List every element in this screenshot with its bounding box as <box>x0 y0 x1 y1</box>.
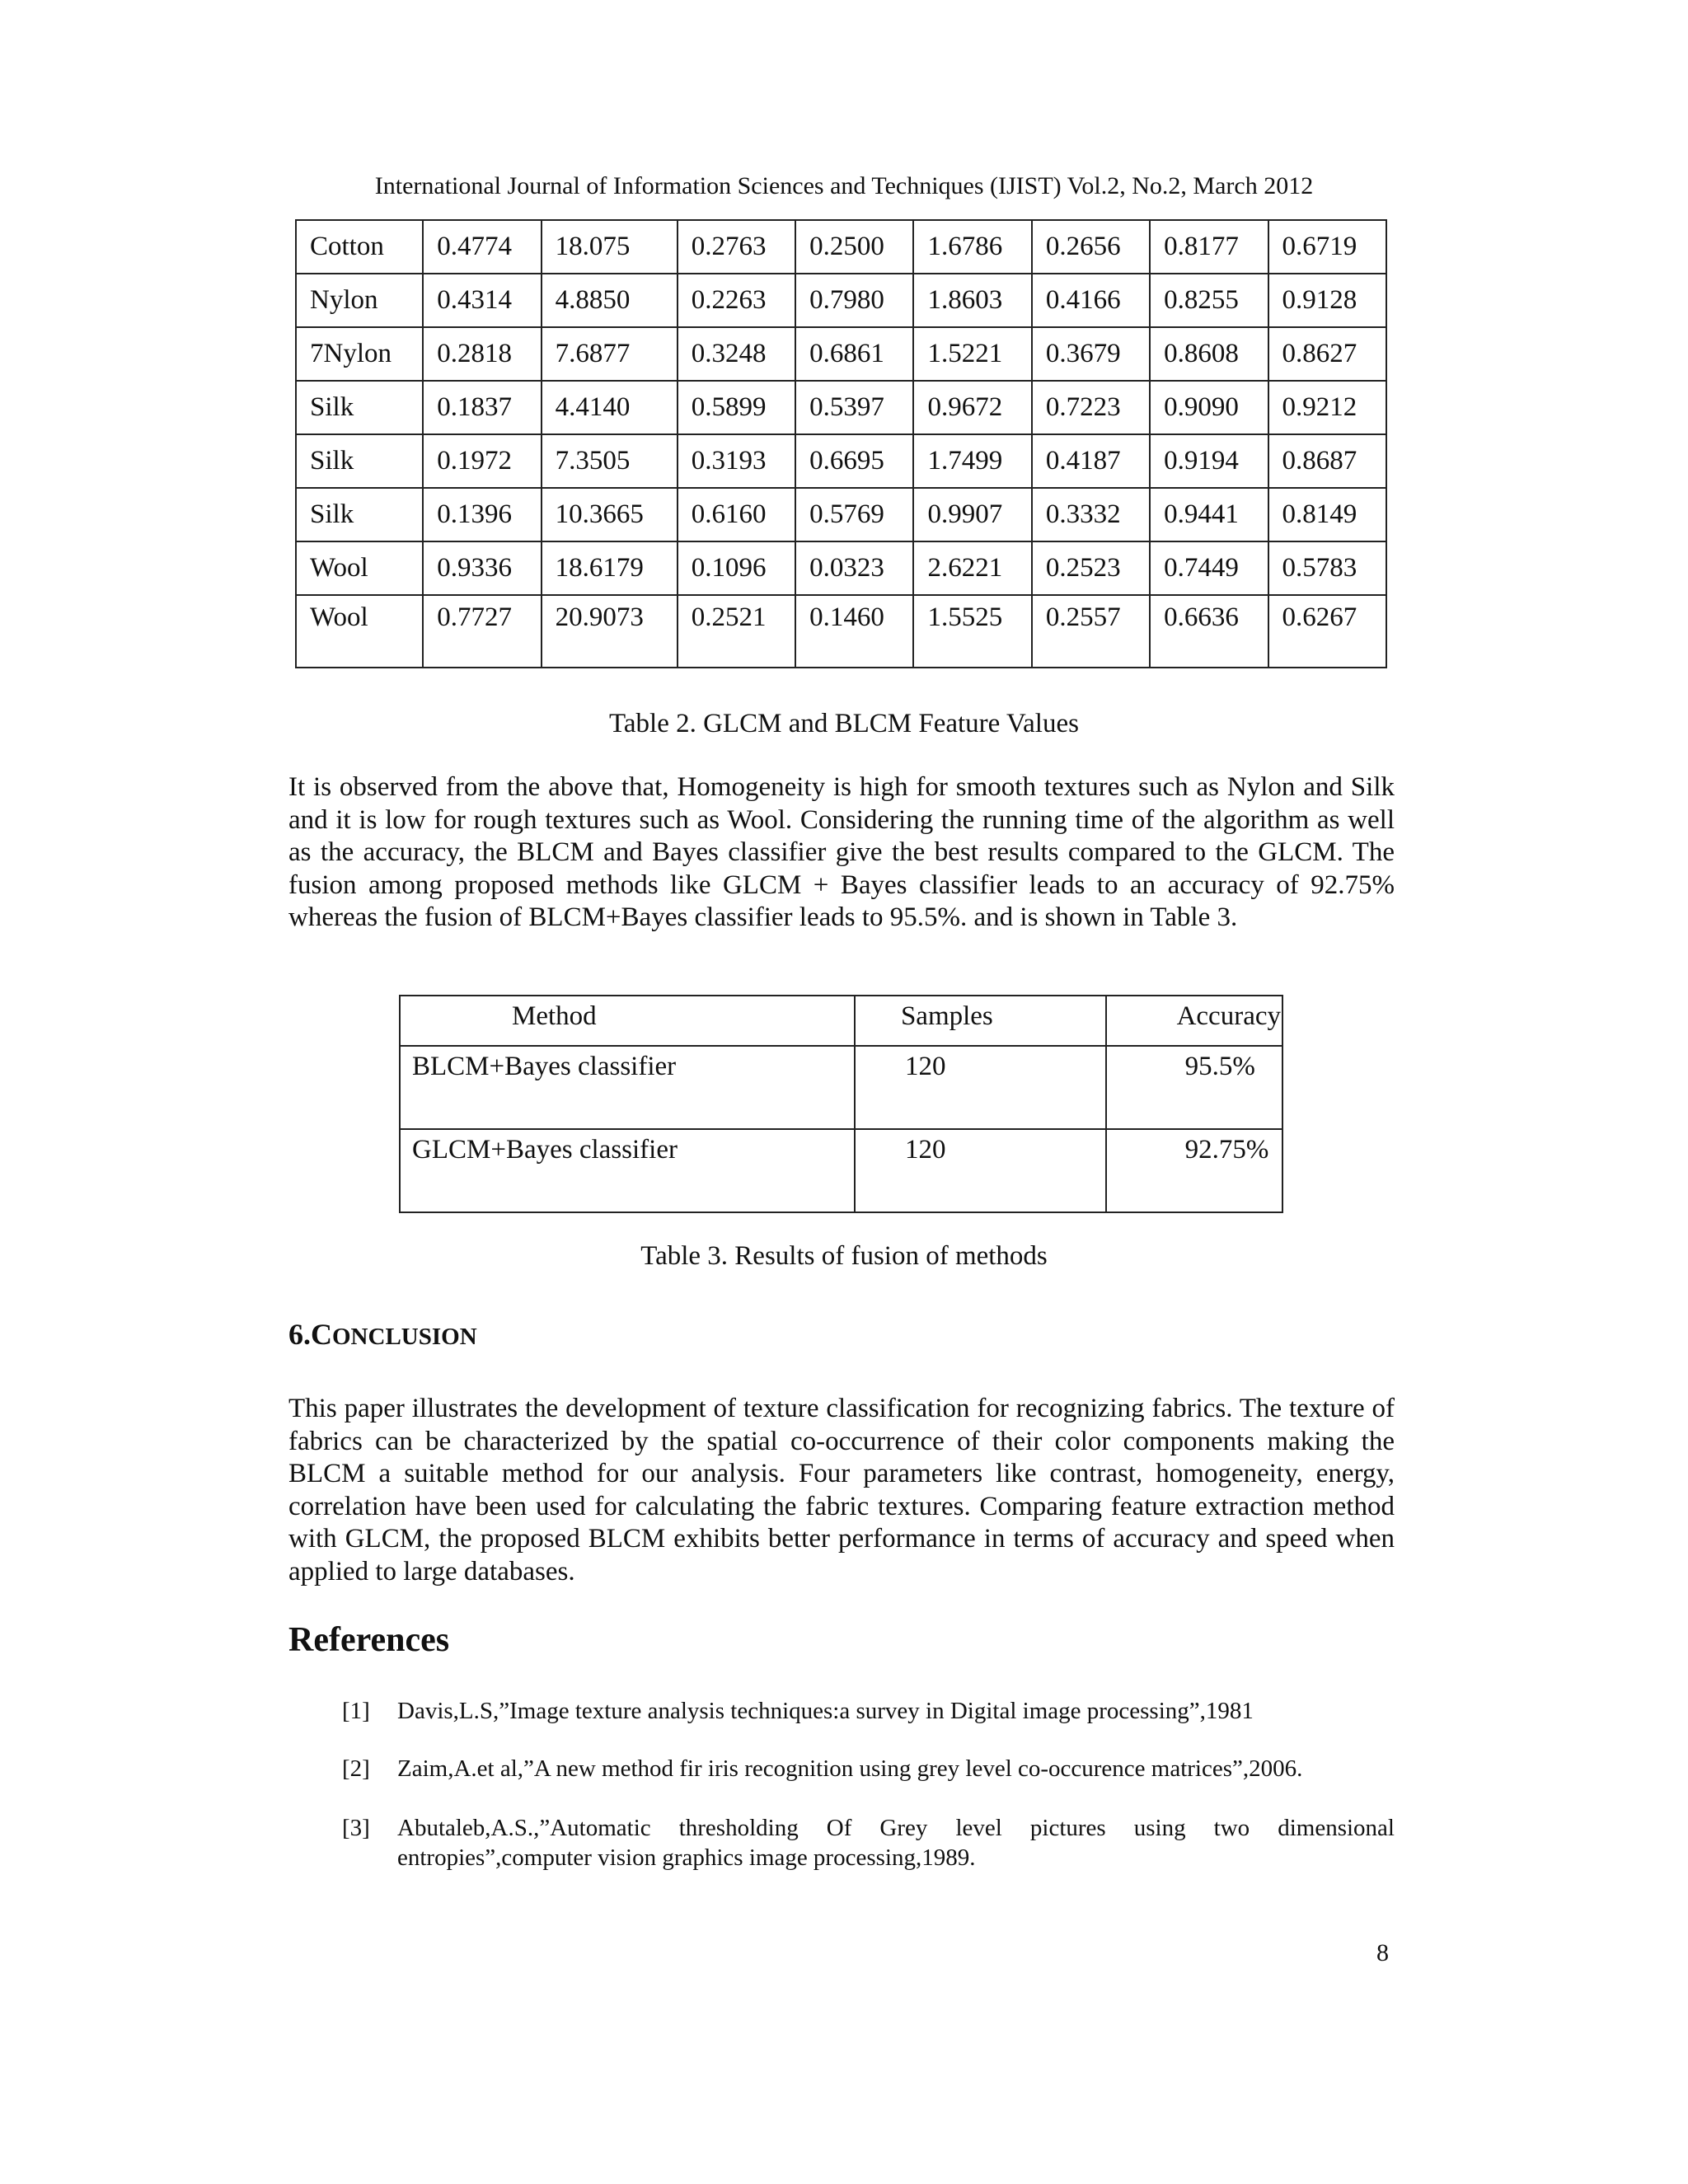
table-cell: 0.3332 <box>1032 488 1150 541</box>
table-cell: 1.8603 <box>913 274 1031 327</box>
reference-number: [2] <box>342 1755 370 1782</box>
table-2-caption: Table 2. GLCM and BLCM Feature Values <box>609 709 1079 738</box>
table-cell: 4.4140 <box>542 381 678 434</box>
table-row <box>296 381 1386 434</box>
reference-text: Davis,L.S,”Image texture analysis techniques:a survey in Digital image processing”,1981 <box>397 1698 1254 1724</box>
fusion-results-table <box>399 995 1283 1213</box>
column-header-method: Method <box>400 996 855 1046</box>
table-cell: 0.7727 <box>423 595 541 668</box>
table-3-caption: Table 3. Results of fusion of methods <box>640 1241 1048 1271</box>
table-cell: 0.5783 <box>1268 541 1386 595</box>
table-cell: 0.5769 <box>795 488 913 541</box>
table-cell: Wool <box>296 541 423 595</box>
table-cell: 0.7449 <box>1150 541 1268 595</box>
table-cell: 0.4187 <box>1032 434 1150 488</box>
table-cell: 0.9090 <box>1150 381 1268 434</box>
table-cell: 0.3193 <box>678 434 795 488</box>
table-cell: 0.4166 <box>1032 274 1150 327</box>
table-cell: 120 <box>855 1046 1106 1129</box>
conclusion-paragraph: This paper illustrates the development of texture classification for recognizing fabrics. The texture of fabrics can be characterized by the spatial co-occurrence of their color components making the BLCM a suitable method for our analysis. Four parameters like contrast, homogeneity, energy, correlation have been used for calculating the fabric textures. Comparing feature extraction method with GLCM, the proposed BLCM exhibits better performance in terms of accuracy and speed when applied to large databases. <box>288 1394 1395 1586</box>
table-cell: 7.6877 <box>542 327 678 381</box>
table-cell: 0.7980 <box>795 274 913 327</box>
table-row <box>296 220 1386 274</box>
column-header-samples: Samples <box>855 996 1106 1046</box>
table-cell: 0.8177 <box>1150 220 1268 274</box>
table-row <box>400 1129 1282 1212</box>
results-paragraph: It is observed from the above that, Homogeneity is high for smooth textures such as Nylon and Silk and it is low for rough textures such as Wool. Considering the running time of the algorithm as well as the accuracy, the BLCM and Bayes classifier give the best results compared to the GLCM. The fusion among proposed methods like GLCM + Bayes classifier leads to an accuracy of 92.75% whereas the fusion of BLCM+Bayes classifier leads to 95.5%. and is shown in Table 3. <box>288 772 1395 932</box>
table-header-row <box>400 996 1282 1046</box>
table-cell: 0.8687 <box>1268 434 1386 488</box>
table-row <box>296 274 1386 327</box>
conclusion-heading-prefix: 6.C <box>288 1318 332 1351</box>
table-cell: 0.7223 <box>1032 381 1150 434</box>
table-cell: Silk <box>296 488 423 541</box>
table-row <box>296 488 1386 541</box>
table-cell: 18.6179 <box>542 541 678 595</box>
table-cell: 0.9336 <box>423 541 541 595</box>
table-cell: 0.6719 <box>1268 220 1386 274</box>
table-cell: 0.8627 <box>1268 327 1386 381</box>
table-cell: 0.2521 <box>678 595 795 668</box>
table-cell: 0.8608 <box>1150 327 1268 381</box>
table-cell: 0.1837 <box>423 381 541 434</box>
reference-item <box>342 1754 1395 1783</box>
table-cell: 0.9441 <box>1150 488 1268 541</box>
table-cell: 0.6695 <box>795 434 913 488</box>
table-cell: 0.2500 <box>795 220 913 274</box>
table-cell: 0.9194 <box>1150 434 1268 488</box>
reference-number: [1] <box>342 1698 370 1724</box>
reference-item <box>342 1696 1395 1726</box>
table-cell: 1.6786 <box>913 220 1031 274</box>
table-cell: 1.7499 <box>913 434 1031 488</box>
table-cell: 0.6636 <box>1150 595 1268 668</box>
table-cell: 0.6160 <box>678 488 795 541</box>
table-row <box>296 541 1386 595</box>
references-heading: References <box>288 1621 450 1659</box>
table-cell: 0.1096 <box>678 541 795 595</box>
reference-text: Abutaleb,A.S.,”Automatic thresholding Of Grey level pictures using two dimensional entropies”,computer vision graphics image processing,1989. <box>397 1815 1395 1871</box>
table-cell: BLCM+Bayes classifier <box>400 1046 855 1129</box>
page-number: 8 <box>1376 1939 1389 1966</box>
table-cell: 0.2263 <box>678 274 795 327</box>
table-cell: 20.9073 <box>542 595 678 668</box>
table-cell: 10.3665 <box>542 488 678 541</box>
table-cell: 0.2818 <box>423 327 541 381</box>
table-cell: Cotton <box>296 220 423 274</box>
table-cell: 92.75% <box>1106 1129 1282 1212</box>
table-cell: 0.2523 <box>1032 541 1150 595</box>
table-cell: 0.3248 <box>678 327 795 381</box>
table-cell: 120 <box>855 1129 1106 1212</box>
table-row <box>400 1046 1282 1129</box>
table-cell: 0.5899 <box>678 381 795 434</box>
table-cell: 0.6861 <box>795 327 913 381</box>
table-cell: 0.9907 <box>913 488 1031 541</box>
table-cell: 0.1460 <box>795 595 913 668</box>
conclusion-heading-rest: ONCLUSION <box>332 1324 477 1350</box>
table-cell: 0.2557 <box>1032 595 1150 668</box>
table-cell: 95.5% <box>1106 1046 1282 1129</box>
table-cell: Nylon <box>296 274 423 327</box>
table-cell: 7.3505 <box>542 434 678 488</box>
table-cell: 0.3679 <box>1032 327 1150 381</box>
table-cell: 0.4774 <box>423 220 541 274</box>
running-header: International Journal of Information Sciences and Techniques (IJIST) Vol.2, No.2, March 2012 <box>374 172 1314 199</box>
table-cell: 0.0323 <box>795 541 913 595</box>
table-cell: 0.9672 <box>913 381 1031 434</box>
table-row <box>296 434 1386 488</box>
table-cell: 0.8255 <box>1150 274 1268 327</box>
table-cell: 7Nylon <box>296 327 423 381</box>
reference-item <box>342 1813 1395 1872</box>
table-cell: 18.075 <box>542 220 678 274</box>
table-cell: 0.1972 <box>423 434 541 488</box>
table-cell: 4.8850 <box>542 274 678 327</box>
table-cell: 1.5525 <box>913 595 1031 668</box>
table-cell: 1.5221 <box>913 327 1031 381</box>
table-cell: GLCM+Bayes classifier <box>400 1129 855 1212</box>
table-cell: Silk <box>296 434 423 488</box>
table-row <box>296 327 1386 381</box>
table-cell: 0.9128 <box>1268 274 1386 327</box>
table-cell: 0.8149 <box>1268 488 1386 541</box>
table-cell: 0.2763 <box>678 220 795 274</box>
table-cell: Silk <box>296 381 423 434</box>
table-row <box>296 595 1386 668</box>
glcm-blcm-feature-table <box>295 219 1387 668</box>
table-cell: 0.1396 <box>423 488 541 541</box>
column-header-accuracy: Accuracy <box>1106 996 1282 1046</box>
table-cell: 0.4314 <box>423 274 541 327</box>
table-cell: 0.5397 <box>795 381 913 434</box>
reference-text: Zaim,A.et al,”A new method fir iris recognition using grey level co-occurence matrices”,2006. <box>397 1755 1303 1782</box>
table-cell: 0.6267 <box>1268 595 1386 668</box>
reference-number: [3] <box>342 1815 370 1841</box>
conclusion-heading <box>288 1316 477 1355</box>
table-cell: 0.2656 <box>1032 220 1150 274</box>
table-cell: 2.6221 <box>913 541 1031 595</box>
table-cell: 0.9212 <box>1268 381 1386 434</box>
table-cell: Wool <box>296 595 423 668</box>
